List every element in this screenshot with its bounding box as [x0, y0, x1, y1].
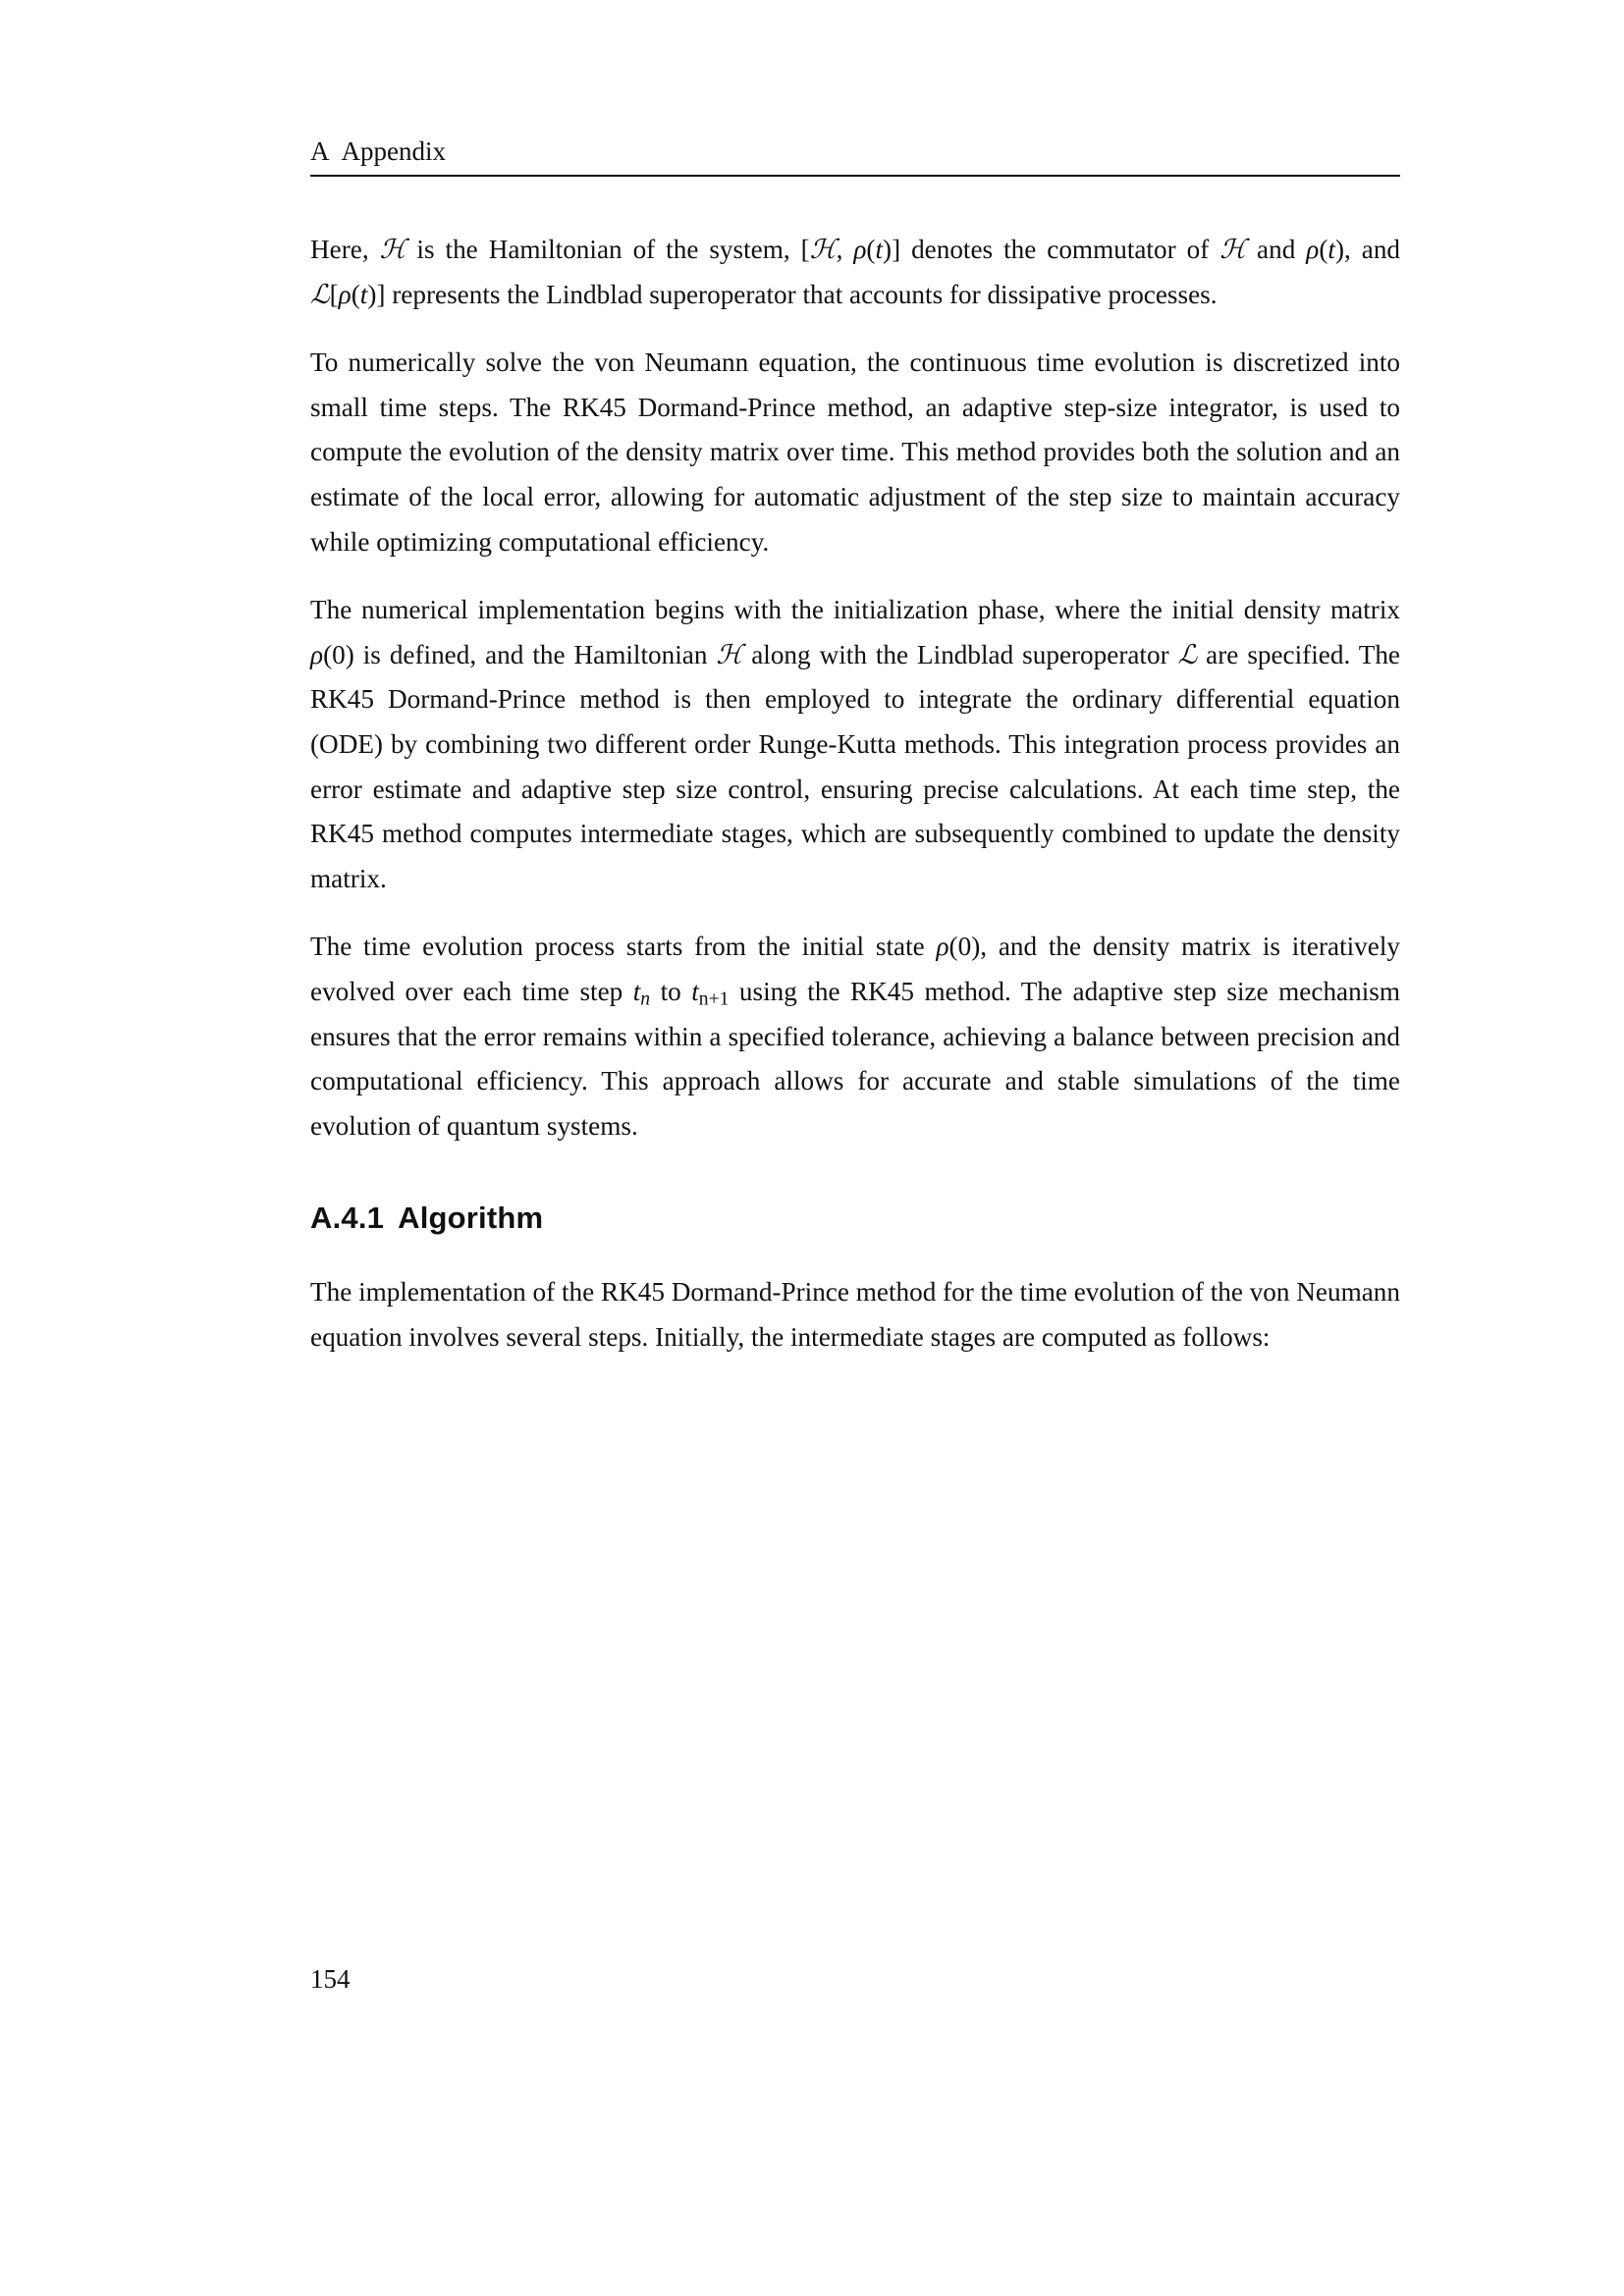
running-header [310, 132, 1400, 177]
chapter-label: A [310, 136, 330, 166]
hamiltonian-symbol: ℋ [379, 235, 406, 265]
lindblad-symbol: ℒ [310, 279, 330, 310]
body-text [310, 228, 1400, 1360]
running-header-text [310, 135, 446, 167]
paragraph-hamiltonian-intro: Here, ℋ is the Hamiltonian of the system, [ℋ, ρ(t)] denotes the commutator of ℋ and ρ(t), and ℒ[ρ(t)] represents the Lindblad superoperator that accounts for dissipative processes. [310, 235, 1401, 310]
paragraph-numerical-solution: To numerically solve the von Neumann equation, the continuous time evolution is discretized into small time steps. The RK45 Dormand-Prince method, an adaptive step-size integrator, is used to compute the evolution of the density matrix over time. This method provides both the solution and an estimate of the local error, allowing for automatic adjustment of the step size to maintain accuracy while optimizing computational efficiency. [310, 347, 1400, 557]
paragraph-algorithm-intro: The implementation of the RK45 Dormand-Prince method for the time evolution of the von Neumann equation involves several steps. Initially, the intermediate stages are computed as follows: [310, 1277, 1400, 1352]
chapter-title: Appendix [341, 136, 446, 166]
rho-symbol: ρ [853, 235, 867, 264]
section-title: Algorithm [398, 1201, 544, 1236]
section-heading [310, 1196, 1400, 1241]
section-number: A.4.1 [310, 1201, 385, 1236]
paragraph-implementation: The numerical implementation begins with the initialization phase, where the initial density matrix ρ(0) is defined, and the Hamiltonian ℋ along with the Lindblad superoperator ℒ are specified. The RK45 Dormand-Prince method is then employed to integrate the ordinary differential equation (ODE) by combining two different order Runge-Kutta methods. This integration process provides an error estimate and adaptive step size control, ensuring precise calculations. At each time step, the RK45 method computes intermediate stages, which are subsequently combined to update the density matrix. [310, 595, 1400, 893]
page-number: 154 [310, 1964, 351, 1994]
paragraph-time-evolution: The time evolution process starts from the initial state ρ(0), and the density matrix is iteratively evolved over each time step $t_n$ to $t_{n+1}$ using the RK45 method. The adaptive step size mechanism ensures that the error remains within a specified tolerance, achieving a balance between precision and computational efficiency. This approach allows for accurate and stable simulations of the time evolution of quantum systems. [310, 932, 1400, 1141]
